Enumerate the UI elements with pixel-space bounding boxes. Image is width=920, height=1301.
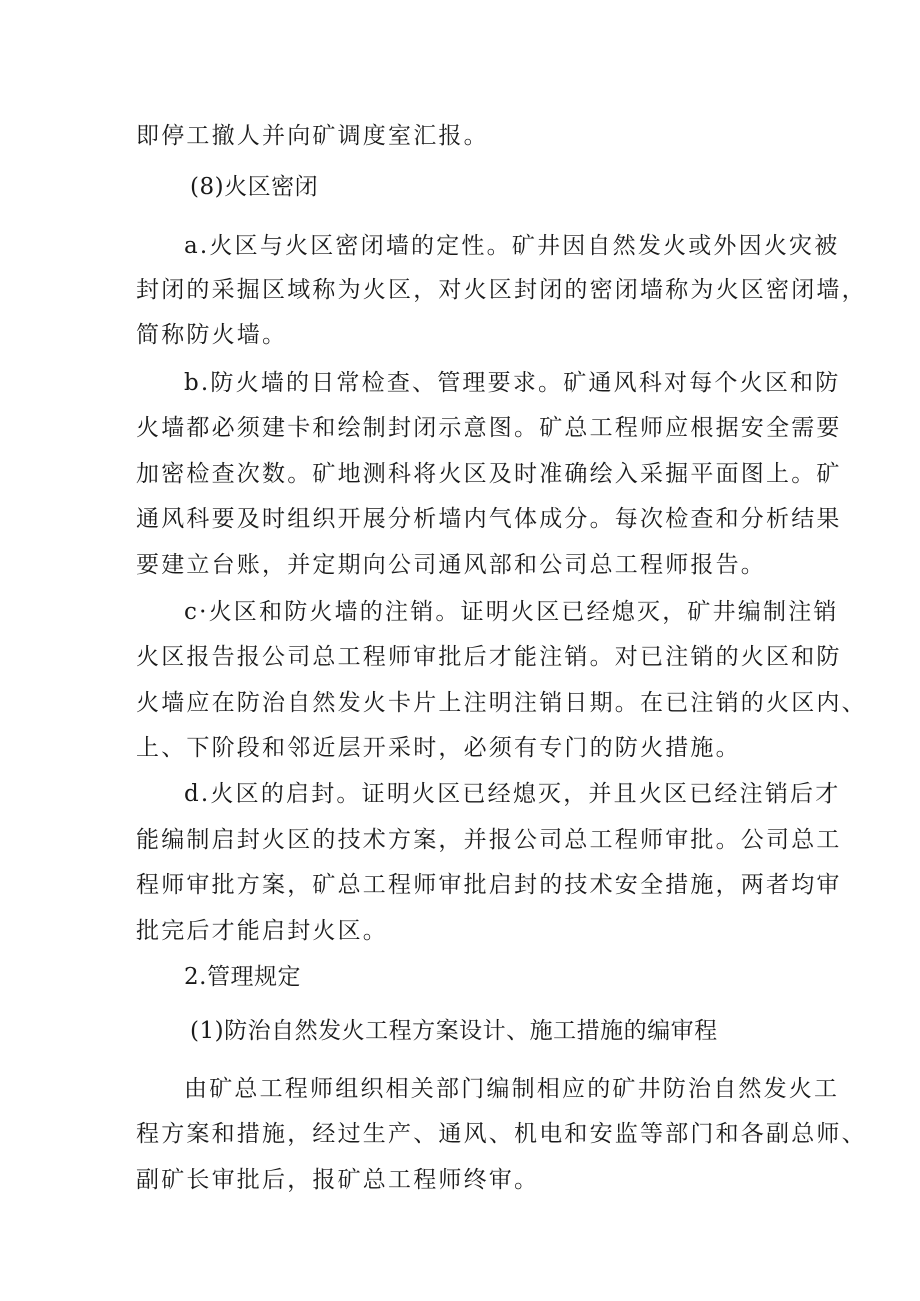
paragraph-a-line-2: 封闭的采掘区域称为火区，对火区封闭的密闭墙称为火区密闭墙， [136, 277, 867, 303]
paragraph-d-line-1: d.火区的启封。证明火区已经熄灭，并且火区已经注销后才 [184, 781, 841, 807]
paragraph-c-line-3: 火墙应在防治自然发火卡片上注明注销日期。在已注销的火区内、 [136, 690, 867, 716]
paragraph-e-line-2: 程方案和措施，经过生产、通风、机电和安监等部门和各副总师、 [136, 1121, 867, 1147]
paragraph-d-line-4: 批完后才能启封火区。 [136, 918, 388, 944]
paragraph-c-line-4: 上、下阶段和邻近层开采时，必须有专门的防火措施。 [136, 735, 741, 761]
paragraph-line: 即停工撤人并向矿调度室汇报。 [136, 123, 489, 149]
paragraph-b-line-4: 通风科要及时组织开展分析墙内气体成分。每次检查和分析结果 [136, 506, 842, 532]
paragraph-c-line-1: c·火区和防火墙的注销。证明火区已经熄灭，矿井编制注销 [184, 599, 839, 625]
section-heading-2: 2.管理规定 [184, 964, 301, 990]
paragraph-e-line-1: 由矿总工程师组织相关部门编制相应的矿井防治自然发火工 [184, 1076, 840, 1102]
paragraph-e-line-3: 副矿长审批后，报矿总工程师终审。 [136, 1167, 540, 1193]
paragraph-d-line-2: 能编制启封火区的技术方案，并报公司总工程师审批。公司总工 [136, 827, 842, 853]
paragraph-d-line-3: 程师审批方案，矿总工程师审批启封的技术安全措施，两者均审 [136, 872, 842, 898]
paragraph-b-line-1: b.防火墙的日常检查、管理要求。矿通风科对每个火区和防 [184, 370, 841, 396]
paragraph-c-line-2: 火区报告报公司总工程师审批后才能注销。对已注销的火区和防 [136, 644, 842, 670]
paragraph-b-line-2: 火墙都必须建卡和绘制封闭示意图。矿总工程师应根据安全需要 [136, 415, 842, 441]
paragraph-b-line-5: 要建立台账，并定期向公司通风部和公司总工程师报告。 [136, 552, 766, 578]
section-heading-8: (8)火区密闭 [190, 174, 319, 200]
paragraph-b-line-3: 加密检查次数。矿地测科将火区及时准确绘入采掘平面图上。矿 [136, 461, 842, 487]
paragraph-a-line-3: 简称防火墙。 [136, 322, 288, 348]
paragraph-a-line-1: a.火区与火区密闭墙的定性。矿井因自然发火或外因火灾被 [184, 233, 840, 259]
section-heading-1: (1)防治自然发火工程方案设计、施工措施的编审程 [190, 1018, 718, 1044]
